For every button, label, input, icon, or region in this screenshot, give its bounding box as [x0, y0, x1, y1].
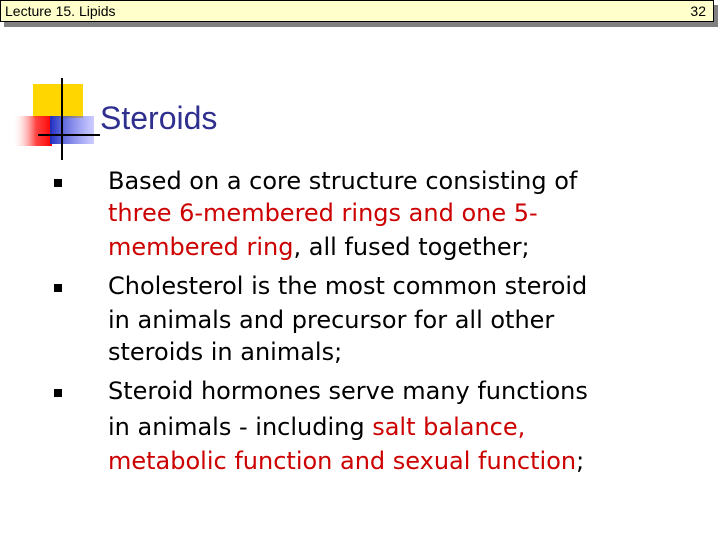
- bullet-marker: [54, 284, 62, 292]
- lecture-title: Lecture 15. Lipids: [5, 3, 116, 19]
- bullet-marker: [54, 179, 62, 187]
- line-text: in animals - including: [108, 413, 373, 441]
- bullet-2-line-2: in animals and precursor for all other: [108, 306, 555, 334]
- highlight-text: salt balance,: [372, 413, 526, 441]
- bullet-1-line-1: Based on a core structure consisting of: [108, 167, 578, 195]
- bullet-3-line-2: [108, 412, 525, 442]
- line-text: ;: [576, 447, 585, 475]
- bullet-3-line-1: Steroid hormones serve many functions: [108, 377, 588, 405]
- slide-number: 32: [690, 3, 706, 19]
- bullet-2-line-3: steroids in animals;: [108, 338, 343, 366]
- bullet-3-line-3: [108, 446, 584, 476]
- bullet-2-line-1: Cholesterol is the most common steroid: [108, 272, 588, 300]
- slide-title: Steroids: [100, 100, 218, 136]
- bullet-marker: [54, 389, 62, 397]
- bullet-1-line-3: [108, 232, 530, 262]
- bullet-1-line-2: three 6-membered rings and one 5-: [108, 199, 538, 227]
- line-text: , all fused together;: [293, 233, 530, 261]
- highlight-text: metabolic function and sexual function: [108, 447, 577, 475]
- highlight-text: membered ring: [108, 233, 294, 261]
- decorative-squares-logo: [0, 0, 110, 170]
